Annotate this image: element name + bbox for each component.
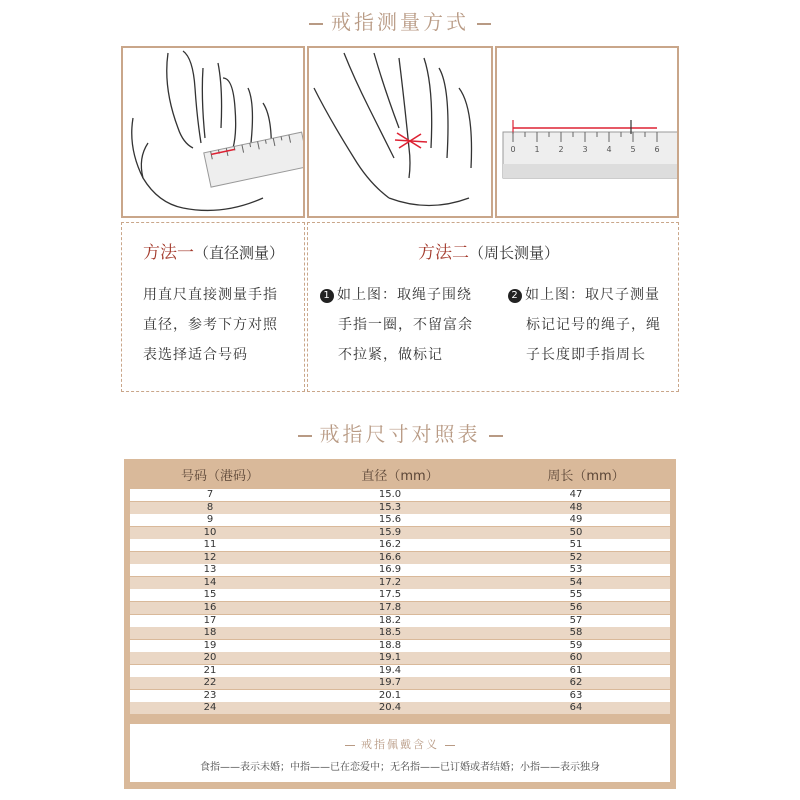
circumference-cell: 55 <box>569 589 583 601</box>
illustration-panel-1 <box>121 46 305 218</box>
circumference-cell: 50 <box>569 526 583 538</box>
diameter-cell: 16.6 <box>378 551 402 563</box>
table-row <box>130 640 670 652</box>
ruler-tick-label: 1 <box>534 145 540 154</box>
ruler-tick-label: 2 <box>558 145 564 154</box>
description-line: 直径，参考下方对照 <box>143 317 278 333</box>
diameter-cell: 15.3 <box>378 501 402 513</box>
diameter-cell: 20.1 <box>378 689 402 701</box>
circumference-cell: 49 <box>569 514 583 526</box>
diameter-cell: 15.0 <box>378 489 402 500</box>
description-line: 如上图：取绳子围绕 <box>337 287 472 303</box>
table-row <box>130 514 670 526</box>
method-2-subtitle: （周长测量） <box>469 244 560 262</box>
table-row <box>130 702 670 714</box>
size-cell: 23 <box>203 689 217 701</box>
circumference-cell: 61 <box>569 664 583 676</box>
circumference-cell: 48 <box>569 501 583 513</box>
table-header-circumference: 周长（mm） <box>547 469 625 484</box>
size-cell: 8 <box>206 501 214 513</box>
circumference-cell: 64 <box>569 702 583 714</box>
method-1-description <box>143 280 278 370</box>
circumference-cell: 52 <box>569 551 583 563</box>
footer-box <box>130 724 670 782</box>
description-line: 标记记号的绳子，绳 <box>526 317 661 333</box>
table-row <box>130 652 670 664</box>
title-dash <box>309 23 323 25</box>
diameter-cell: 16.9 <box>378 564 402 576</box>
circumference-cell: 58 <box>569 627 583 639</box>
diameter-cell: 17.5 <box>378 589 402 601</box>
circumference-cell: 57 <box>569 614 583 626</box>
circumference-cell: 59 <box>569 639 583 651</box>
table-row <box>130 539 670 551</box>
table-row <box>130 489 670 501</box>
illustration-panel-3 <box>495 46 679 218</box>
diameter-cell: 19.7 <box>378 677 402 689</box>
diameter-cell: 19.1 <box>378 652 402 664</box>
step-number-badge: 2 <box>508 289 522 303</box>
circumference-cell: 47 <box>569 489 583 500</box>
table-row <box>130 602 670 614</box>
ruler-tick-label: 0 <box>510 145 516 154</box>
method-1-title-text: 方法一 <box>143 243 194 263</box>
table-row <box>130 677 670 689</box>
circumference-cell: 51 <box>569 539 583 551</box>
diameter-cell: 18.5 <box>378 627 402 639</box>
table-row <box>130 577 670 589</box>
size-cell: 18 <box>203 627 217 639</box>
table-row <box>130 527 670 539</box>
diameter-cell: 15.9 <box>378 526 402 538</box>
size-cell: 22 <box>203 677 217 689</box>
description-line: 手指一圈，不留富余 <box>338 317 473 333</box>
size-cell: 15 <box>203 589 217 601</box>
table-row <box>130 615 670 627</box>
ruler-tick-label: 6 <box>654 145 660 154</box>
title-dash <box>298 435 312 437</box>
title-dash <box>477 23 491 25</box>
section-title-measure <box>0 6 800 35</box>
diameter-cell: 16.2 <box>378 539 402 551</box>
footer-title-text: 戒指佩戴含义 <box>361 738 439 751</box>
ruler-tick-label: 5 <box>630 145 636 154</box>
title-dash <box>345 745 355 746</box>
method-2-title-text: 方法二 <box>418 243 469 263</box>
size-cell: 13 <box>203 564 217 576</box>
illustration-panel-2 <box>307 46 493 218</box>
table-row <box>130 502 670 514</box>
table-row <box>130 564 670 576</box>
method-1-subtitle: （直径测量） <box>194 244 285 262</box>
step-number-badge: 1 <box>320 289 334 303</box>
size-cell: 9 <box>206 514 214 526</box>
method-2-step-2 <box>508 280 661 370</box>
table-header-diameter: 直径（mm） <box>361 469 439 484</box>
ruler-tick-label: 3 <box>582 145 588 154</box>
diameter-cell: 19.4 <box>378 664 402 676</box>
size-cell: 24 <box>203 702 217 714</box>
method-1-title <box>143 238 284 263</box>
ruler-tick-label: 4 <box>606 145 612 154</box>
size-cell: 17 <box>203 614 217 626</box>
size-cell: 11 <box>203 539 217 551</box>
hand-ruler-illustration <box>123 48 303 216</box>
size-cell: 14 <box>203 576 217 588</box>
circumference-cell: 63 <box>569 689 583 701</box>
table-row <box>130 627 670 639</box>
circumference-cell: 62 <box>569 677 583 689</box>
title-dash <box>489 435 503 437</box>
diameter-cell: 18.8 <box>378 639 402 651</box>
size-cell: 10 <box>203 526 217 538</box>
footer-meaning-text: 食指——表示未婚；中指——已在恋爱中；无名指——已订婚或者结婚；小指——表示独身 <box>200 762 600 773</box>
size-cell: 21 <box>203 664 217 676</box>
size-cell: 19 <box>203 639 217 651</box>
size-cell: 7 <box>206 489 214 500</box>
diameter-cell: 17.8 <box>378 601 402 613</box>
circumference-cell: 54 <box>569 576 583 588</box>
table-row <box>130 690 670 702</box>
table-row <box>130 589 670 601</box>
circumference-cell: 53 <box>569 564 583 576</box>
title-dash <box>445 745 455 746</box>
section-title-text: 戒指测量方式 <box>331 10 469 34</box>
circumference-cell: 60 <box>569 652 583 664</box>
table-row <box>130 665 670 677</box>
size-cell: 16 <box>203 601 217 613</box>
table-header-size: 号码（港码） <box>180 469 259 484</box>
size-cell: 20 <box>203 652 217 664</box>
diameter-cell: 18.2 <box>378 614 402 626</box>
description-line: 用直尺直接测量手指 <box>143 287 278 303</box>
method-2-step-1 <box>320 280 473 370</box>
description-line: 不拉紧，做标记 <box>338 347 443 363</box>
hand-string-illustration <box>309 48 491 216</box>
ruler-string-illustration <box>497 48 677 216</box>
table-row <box>130 552 670 564</box>
description-line: 子长度即手指周长 <box>526 347 646 363</box>
section-title-text: 戒指尺寸对照表 <box>319 422 481 446</box>
size-cell: 12 <box>203 551 217 563</box>
description-line: 如上图：取尺子测量 <box>525 287 660 303</box>
footer-title <box>130 736 670 752</box>
section-title-size-chart <box>0 418 800 447</box>
diameter-cell: 15.6 <box>378 514 402 526</box>
method-2-title <box>418 238 559 263</box>
circumference-cell: 56 <box>569 601 583 613</box>
description-line: 表选择适合号码 <box>143 347 248 363</box>
diameter-cell: 20.4 <box>378 702 402 714</box>
diameter-cell: 17.2 <box>378 576 402 588</box>
